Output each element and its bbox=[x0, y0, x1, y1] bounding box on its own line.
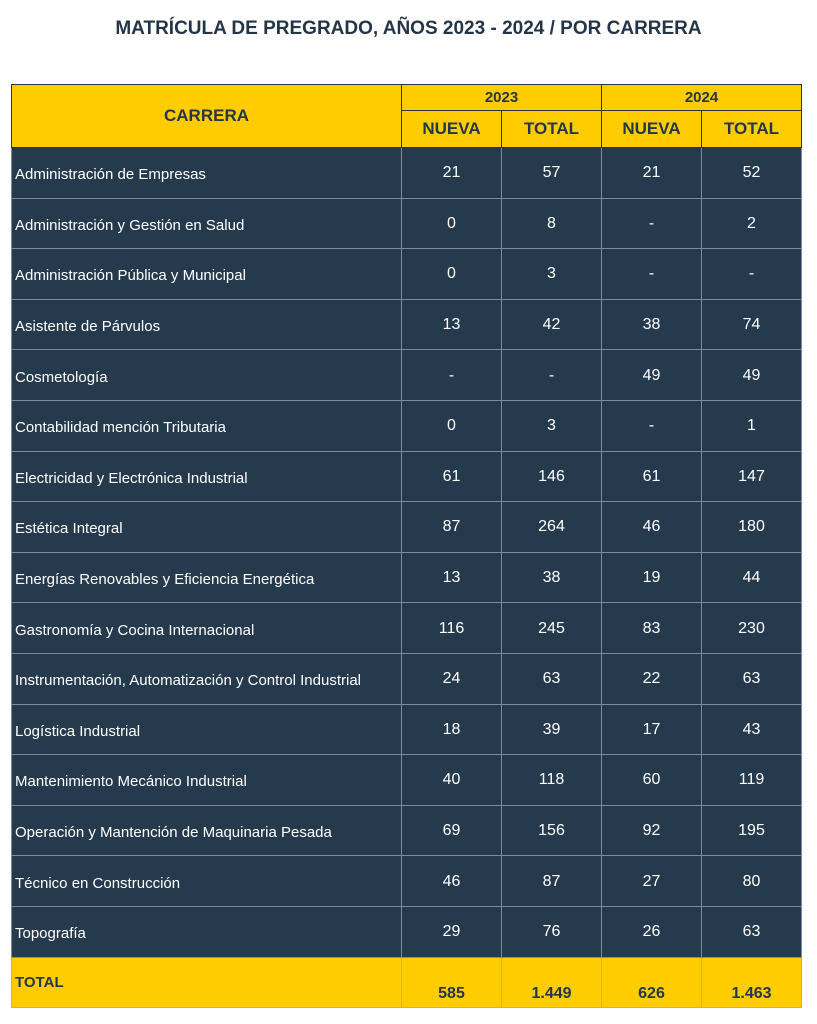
total-2024-cell: 43 bbox=[702, 704, 802, 755]
new-2024-cell: - bbox=[602, 249, 702, 300]
new-2023-cell: 40 bbox=[402, 755, 502, 806]
new-2023-cell: 0 bbox=[402, 198, 502, 249]
new-2023-cell: - bbox=[402, 350, 502, 401]
total-2023-cell: 76 bbox=[502, 906, 602, 957]
table-row bbox=[12, 502, 802, 553]
total-2023-cell: 57 bbox=[502, 148, 602, 199]
career-name: Gastronomía y Cocina Internacional bbox=[12, 603, 402, 654]
table-row bbox=[12, 704, 802, 755]
table-row bbox=[12, 350, 802, 401]
total-2023-cell: 8 bbox=[502, 198, 602, 249]
total-total-2024: 1.463 bbox=[702, 957, 802, 1007]
total-2024-cell: 119 bbox=[702, 755, 802, 806]
new-2024-cell: - bbox=[602, 400, 702, 451]
total-2023-cell: 146 bbox=[502, 451, 602, 502]
total-2024-cell: 230 bbox=[702, 603, 802, 654]
total-2023-cell: 156 bbox=[502, 805, 602, 856]
career-name: Operación y Mantención de Maquinaria Pesada bbox=[12, 805, 402, 856]
new-2024-cell: 22 bbox=[602, 653, 702, 704]
new-2024-cell: 60 bbox=[602, 755, 702, 806]
new-2023-cell: 24 bbox=[402, 653, 502, 704]
table-row bbox=[12, 856, 802, 907]
total-2023-cell: - bbox=[502, 350, 602, 401]
new-2023-cell: 21 bbox=[402, 148, 502, 199]
total-2023-cell: 63 bbox=[502, 653, 602, 704]
column-header-total-2024: TOTAL bbox=[702, 111, 802, 148]
new-2024-cell: 49 bbox=[602, 350, 702, 401]
total-2024-cell: 80 bbox=[702, 856, 802, 907]
new-2024-cell: 92 bbox=[602, 805, 702, 856]
total-2024-cell: 1 bbox=[702, 400, 802, 451]
table-row bbox=[12, 400, 802, 451]
table-body bbox=[12, 148, 802, 958]
new-2024-cell: 46 bbox=[602, 502, 702, 553]
new-2023-cell: 13 bbox=[402, 299, 502, 350]
new-2024-cell: - bbox=[602, 198, 702, 249]
career-name: Administración y Gestión en Salud bbox=[12, 198, 402, 249]
total-2023-cell: 264 bbox=[502, 502, 602, 553]
new-2024-cell: 83 bbox=[602, 603, 702, 654]
table-row bbox=[12, 755, 802, 806]
new-2023-cell: 0 bbox=[402, 400, 502, 451]
total-label: TOTAL bbox=[12, 957, 402, 1007]
total-row bbox=[12, 957, 802, 1007]
table-row bbox=[12, 198, 802, 249]
table-row bbox=[12, 249, 802, 300]
table-row bbox=[12, 653, 802, 704]
total-2023-cell: 3 bbox=[502, 400, 602, 451]
new-2024-cell: 38 bbox=[602, 299, 702, 350]
career-name: Electricidad y Electrónica Industrial bbox=[12, 451, 402, 502]
new-2023-cell: 69 bbox=[402, 805, 502, 856]
career-name: Logística Industrial bbox=[12, 704, 402, 755]
new-2024-cell: 26 bbox=[602, 906, 702, 957]
new-2024-cell: 61 bbox=[602, 451, 702, 502]
total-2024-cell: 52 bbox=[702, 148, 802, 199]
table-row bbox=[12, 603, 802, 654]
table-row bbox=[12, 451, 802, 502]
table-row bbox=[12, 552, 802, 603]
total-2023-cell: 87 bbox=[502, 856, 602, 907]
career-name: Asistente de Párvulos bbox=[12, 299, 402, 350]
new-2023-cell: 87 bbox=[402, 502, 502, 553]
total-2024-cell: 63 bbox=[702, 653, 802, 704]
header-row-years bbox=[12, 85, 802, 111]
total-new-2023: 585 bbox=[402, 957, 502, 1007]
total-2023-cell: 118 bbox=[502, 755, 602, 806]
column-header-new-2024: NUEVA bbox=[602, 111, 702, 148]
total-new-2024: 626 bbox=[602, 957, 702, 1007]
page-title: MATRÍCULA DE PREGRADO, AÑOS 2023 - 2024 / POR CARRERA bbox=[115, 18, 702, 39]
total-2023-cell: 245 bbox=[502, 603, 602, 654]
total-2024-cell: 74 bbox=[702, 299, 802, 350]
total-2024-cell: 180 bbox=[702, 502, 802, 553]
table-row bbox=[12, 805, 802, 856]
new-2023-cell: 46 bbox=[402, 856, 502, 907]
column-header-2023: 2023 bbox=[402, 85, 602, 111]
total-2023-cell: 39 bbox=[502, 704, 602, 755]
column-header-total-2023: TOTAL bbox=[502, 111, 602, 148]
total-total-2023: 1.449 bbox=[502, 957, 602, 1007]
career-name: Administración de Empresas bbox=[12, 148, 402, 199]
total-2024-cell: 44 bbox=[702, 552, 802, 603]
new-2024-cell: 19 bbox=[602, 552, 702, 603]
total-2023-cell: 38 bbox=[502, 552, 602, 603]
career-name: Cosmetología bbox=[12, 350, 402, 401]
total-2024-cell: 63 bbox=[702, 906, 802, 957]
new-2024-cell: 21 bbox=[602, 148, 702, 199]
career-name: Estética Integral bbox=[12, 502, 402, 553]
career-name: Topografía bbox=[12, 906, 402, 957]
table-row bbox=[12, 299, 802, 350]
new-2023-cell: 13 bbox=[402, 552, 502, 603]
new-2023-cell: 116 bbox=[402, 603, 502, 654]
new-2023-cell: 18 bbox=[402, 704, 502, 755]
total-2023-cell: 42 bbox=[502, 299, 602, 350]
new-2024-cell: 27 bbox=[602, 856, 702, 907]
column-header-2024: 2024 bbox=[602, 85, 802, 111]
new-2023-cell: 29 bbox=[402, 906, 502, 957]
career-name: Técnico en Construcción bbox=[12, 856, 402, 907]
total-2024-cell: - bbox=[702, 249, 802, 300]
new-2024-cell: 17 bbox=[602, 704, 702, 755]
column-header-new-2023: NUEVA bbox=[402, 111, 502, 148]
table-row bbox=[12, 148, 802, 199]
total-2024-cell: 147 bbox=[702, 451, 802, 502]
career-name: Mantenimiento Mecánico Industrial bbox=[12, 755, 402, 806]
career-name: Administración Pública y Municipal bbox=[12, 249, 402, 300]
total-2024-cell: 2 bbox=[702, 198, 802, 249]
new-2023-cell: 61 bbox=[402, 451, 502, 502]
career-name: Contabilidad mención Tributaria bbox=[12, 400, 402, 451]
total-2024-cell: 195 bbox=[702, 805, 802, 856]
total-2024-cell: 49 bbox=[702, 350, 802, 401]
table-row bbox=[12, 906, 802, 957]
career-name: Instrumentación, Automatización y Control Industrial bbox=[12, 653, 402, 704]
career-name: Energías Renovables y Eficiencia Energética bbox=[12, 552, 402, 603]
enrollment-table bbox=[11, 84, 802, 1008]
column-header-career: CARRERA bbox=[12, 85, 402, 148]
new-2023-cell: 0 bbox=[402, 249, 502, 300]
total-2023-cell: 3 bbox=[502, 249, 602, 300]
